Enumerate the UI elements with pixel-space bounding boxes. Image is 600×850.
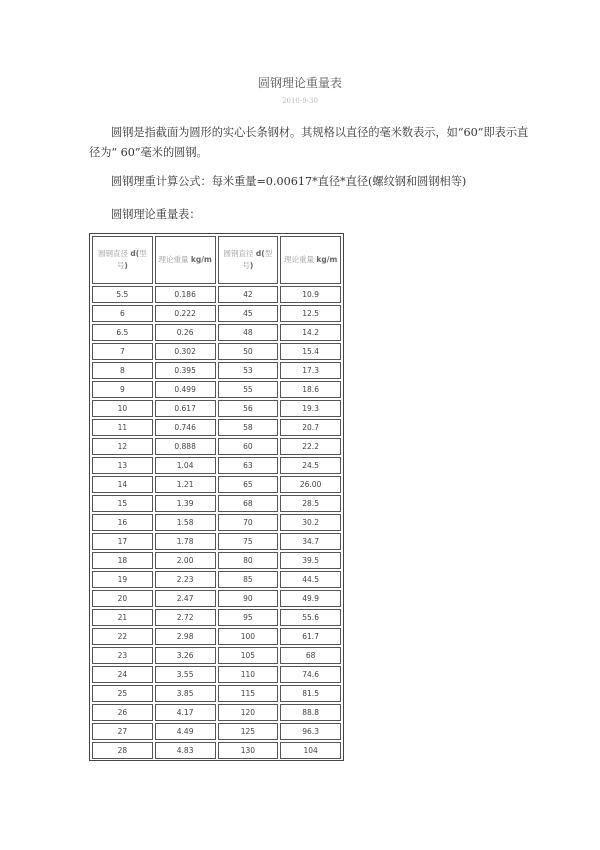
table-row [92, 685, 341, 702]
intro-paragraph: 圆钢是指截面为圆形的实心长条钢材。其规格以直径的毫米数表示，如“60”即表示直径为“ 60”毫米的圆钢。 [89, 126, 529, 159]
table-row [92, 609, 341, 626]
cell-diameter-1: 28 [92, 742, 153, 759]
cell-diameter-2: 80 [218, 552, 279, 569]
cell-weight-2: 17.3 [280, 362, 341, 379]
cell-diameter-2: 55 [218, 381, 279, 398]
cell-diameter-1: 17 [92, 533, 153, 550]
cell-diameter-2: 45 [218, 305, 279, 322]
cell-weight-2: 22.2 [280, 438, 341, 455]
cell-diameter-2: 110 [218, 666, 279, 683]
table-row [92, 628, 341, 645]
cell-diameter-1: 9 [92, 381, 153, 398]
cell-weight-2: 68 [280, 647, 341, 664]
table-row [92, 552, 341, 569]
cell-weight-1: 1.04 [155, 457, 216, 474]
weight-table-frame [89, 233, 344, 761]
cell-weight-1: 0.617 [155, 400, 216, 417]
cell-weight-1: 2.98 [155, 628, 216, 645]
table-row [92, 666, 341, 683]
header-diameter-2: 圆钢直径 d(型号) [218, 236, 279, 284]
cell-diameter-2: 63 [218, 457, 279, 474]
cell-weight-1: 1.78 [155, 533, 216, 550]
cell-diameter-2: 68 [218, 495, 279, 512]
cell-diameter-1: 20 [92, 590, 153, 607]
table-row [92, 362, 341, 379]
cell-diameter-1: 7 [92, 343, 153, 360]
table-row [92, 723, 341, 740]
cell-weight-1: 0.186 [155, 286, 216, 303]
cell-weight-1: 3.26 [155, 647, 216, 664]
cell-diameter-2: 58 [218, 419, 279, 436]
cell-weight-1: 0.888 [155, 438, 216, 455]
cell-weight-2: 19.3 [280, 400, 341, 417]
cell-diameter-1: 18 [92, 552, 153, 569]
cell-weight-2: 44.5 [280, 571, 341, 588]
cell-weight-1: 0.302 [155, 343, 216, 360]
cell-diameter-2: 100 [218, 628, 279, 645]
table-body [92, 286, 341, 759]
table-row [92, 286, 341, 303]
cell-diameter-2: 130 [218, 742, 279, 759]
cell-diameter-1: 6.5 [92, 324, 153, 341]
cell-weight-2: 26.00 [280, 476, 341, 493]
formula-paragraph: 圆钢理重计算公式：每米重量=0.00617*直径*直径(螺纹钢和圆钢相等) [111, 175, 467, 188]
cell-diameter-1: 23 [92, 647, 153, 664]
cell-diameter-2: 60 [218, 438, 279, 455]
cell-diameter-2: 65 [218, 476, 279, 493]
page-title: 圆钢理论重量表 [257, 76, 342, 90]
cell-weight-2: 20.7 [280, 419, 341, 436]
table-row [92, 533, 341, 550]
table-caption: 圆钢理论重量表： [111, 208, 201, 221]
table-row [92, 381, 341, 398]
cell-diameter-2: 95 [218, 609, 279, 626]
cell-diameter-1: 19 [92, 571, 153, 588]
cell-diameter-2: 115 [218, 685, 279, 702]
cell-weight-1: 1.58 [155, 514, 216, 531]
cell-diameter-1: 11 [92, 419, 153, 436]
cell-weight-2: 49.9 [280, 590, 341, 607]
cell-weight-2: 15.4 [280, 343, 341, 360]
cell-diameter-1: 25 [92, 685, 153, 702]
cell-diameter-2: 85 [218, 571, 279, 588]
table-row [92, 457, 341, 474]
table-row [92, 742, 341, 759]
table-row [92, 419, 341, 436]
cell-weight-1: 2.72 [155, 609, 216, 626]
cell-diameter-2: 42 [218, 286, 279, 303]
cell-weight-2: 14.2 [280, 324, 341, 341]
cell-diameter-2: 90 [218, 590, 279, 607]
table-row [92, 476, 341, 493]
header-diameter-1: 圆钢直径 d(型号) [92, 236, 153, 284]
cell-diameter-1: 24 [92, 666, 153, 683]
cell-diameter-1: 6 [92, 305, 153, 322]
table-row [92, 571, 341, 588]
cell-weight-1: 2.23 [155, 571, 216, 588]
weight-table [90, 234, 343, 761]
table-row [92, 704, 341, 721]
table-row [92, 495, 341, 512]
cell-weight-1: 2.47 [155, 590, 216, 607]
cell-diameter-1: 14 [92, 476, 153, 493]
table-row [92, 590, 341, 607]
cell-weight-2: 34.7 [280, 533, 341, 550]
header-weight-2: 理论重量 kg/m [280, 236, 341, 284]
cell-weight-1: 1.21 [155, 476, 216, 493]
publish-date: 2010-9-30 [282, 97, 318, 105]
cell-diameter-2: 50 [218, 343, 279, 360]
cell-diameter-2: 53 [218, 362, 279, 379]
cell-weight-2: 61.7 [280, 628, 341, 645]
cell-weight-1: 0.26 [155, 324, 216, 341]
cell-diameter-1: 22 [92, 628, 153, 645]
cell-weight-1: 0.395 [155, 362, 216, 379]
cell-weight-2: 24.5 [280, 457, 341, 474]
cell-weight-2: 96.3 [280, 723, 341, 740]
cell-weight-2: 18.6 [280, 381, 341, 398]
cell-weight-1: 4.83 [155, 742, 216, 759]
cell-diameter-2: 120 [218, 704, 279, 721]
header-weight-1: 理论重量 kg/m [155, 236, 216, 284]
cell-weight-1: 0.222 [155, 305, 216, 322]
cell-weight-2: 30.2 [280, 514, 341, 531]
table-row [92, 438, 341, 455]
cell-diameter-1: 8 [92, 362, 153, 379]
cell-weight-2: 39.5 [280, 552, 341, 569]
cell-weight-2: 74.6 [280, 666, 341, 683]
cell-weight-1: 4.49 [155, 723, 216, 740]
cell-diameter-1: 27 [92, 723, 153, 740]
cell-weight-1: 1.39 [155, 495, 216, 512]
cell-diameter-1: 21 [92, 609, 153, 626]
cell-diameter-1: 10 [92, 400, 153, 417]
cell-diameter-2: 105 [218, 647, 279, 664]
cell-weight-1: 3.55 [155, 666, 216, 683]
cell-weight-1: 0.499 [155, 381, 216, 398]
cell-diameter-2: 70 [218, 514, 279, 531]
cell-diameter-1: 15 [92, 495, 153, 512]
cell-diameter-1: 5.5 [92, 286, 153, 303]
cell-diameter-2: 125 [218, 723, 279, 740]
cell-diameter-2: 56 [218, 400, 279, 417]
cell-weight-2: 12.5 [280, 305, 341, 322]
table-row [92, 514, 341, 531]
table-row [92, 647, 341, 664]
cell-weight-2: 28.5 [280, 495, 341, 512]
cell-weight-2: 104 [280, 742, 341, 759]
cell-diameter-2: 48 [218, 324, 279, 341]
cell-diameter-2: 75 [218, 533, 279, 550]
cell-weight-1: 2.00 [155, 552, 216, 569]
cell-weight-2: 55.6 [280, 609, 341, 626]
cell-weight-2: 81.5 [280, 685, 341, 702]
cell-weight-2: 88.8 [280, 704, 341, 721]
table-header-row [92, 236, 341, 284]
table-row [92, 305, 341, 322]
cell-weight-1: 4.17 [155, 704, 216, 721]
cell-diameter-1: 13 [92, 457, 153, 474]
cell-weight-1: 3.85 [155, 685, 216, 702]
table-row [92, 400, 341, 417]
table-row [92, 343, 341, 360]
cell-weight-2: 10.9 [280, 286, 341, 303]
table-row [92, 324, 341, 341]
cell-diameter-1: 16 [92, 514, 153, 531]
cell-diameter-1: 12 [92, 438, 153, 455]
cell-diameter-1: 26 [92, 704, 153, 721]
cell-weight-1: 0.746 [155, 419, 216, 436]
